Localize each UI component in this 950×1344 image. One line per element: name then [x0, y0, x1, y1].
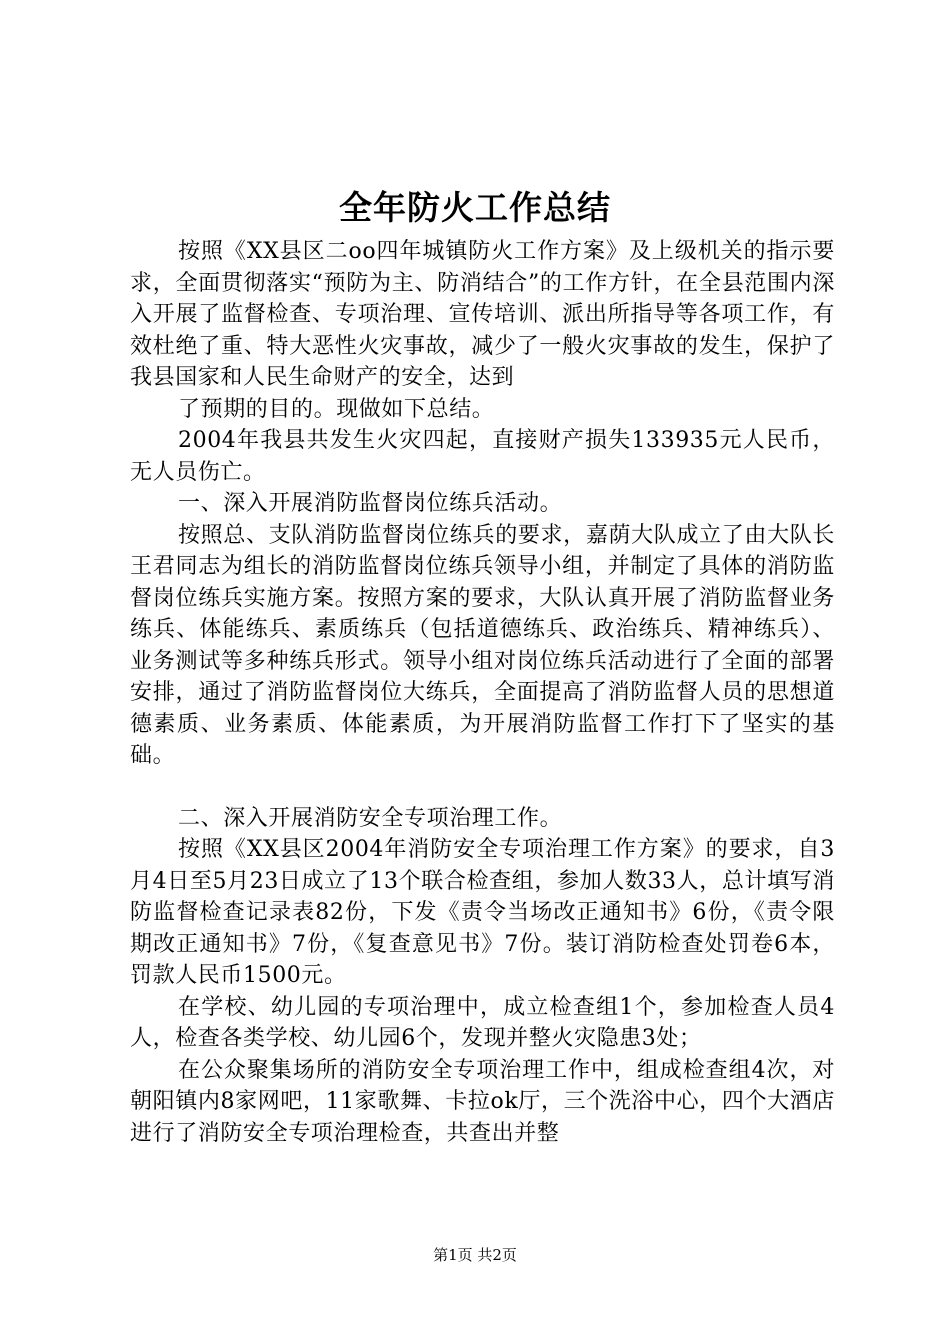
- paragraph-public-venues: 在公众聚集场所的消防安全专项治理工作中，组成检查组4次，对朝阳镇内8家网吧，11家歌舞、卡拉ok厅，三个洗浴中心，四个大酒店进行了消防安全专项治理检查，共查出并整: [130, 1057, 835, 1146]
- section-heading-1: 一、深入开展消防监督岗位练兵活动。: [178, 491, 563, 516]
- document-title: 全年防火工作总结: [339, 188, 611, 227]
- document-body: [130, 236, 835, 1149]
- section-heading-2: 二、深入开展消防安全专项治理工作。: [178, 805, 563, 831]
- paragraph-fire-statistics: 2004年我县共发生火灾四起，直接财产损失133935元人民币，无人员伤亡。: [130, 428, 835, 485]
- page-footer: 第1页 共2页: [433, 1246, 517, 1264]
- paragraph-schools: 在学校、幼儿园的专项治理中，成立检查组1个，参加检查人员4人，检查各类学校、幼儿园6个，发现并整火灾隐患3处；: [130, 994, 835, 1051]
- paragraph-training: 按照总、支队消防监督岗位练兵的要求，嘉荫大队成立了由大队长王君同志为组长的消防监督岗位练兵领导小组，并制定了具体的消防监督岗位练兵实施方案。按照方案的要求，大队认真开展了消防监督业务练兵、体能练兵、素质练兵（包括道德练兵、政治练兵、精神练兵）、业务测试等多种练兵形式。领导小组对岗位练兵活动进行了全面的部署安排，通过了消防监督岗位大练兵，全面提高了消防监督人员的思想道德素质、业务素质、体能素质，为开展消防监督工作打下了坚实的基础。: [130, 522, 835, 768]
- paragraph-intro-continued: 了预期的目的。现做如下总结。: [178, 396, 495, 422]
- paragraph-intro: 按照《XX县区二oo四年城镇防火工作方案》及上级机关的指示要求，全面贯彻落实“预防为主、防消结合”的工作方针，在全县范围内深入开展了监督检查、专项治理、宣传培训、派出所指导等各项工作，有效杜绝了重、特大恶性火灾事故，减少了一般火灾事故的发生，保护了我县国家和人民生命财产的安全，达到: [130, 239, 835, 390]
- paragraph-special-inspection: 按照《XX县区2004年消防安全专项治理工作方案》的要求，自3月4日至5月23日成立了13个联合检查组，参加人数33人，总计填写消防监督检查记录表82份，下发《责令当场改正通知书》6份，《责令限期改正通知书》7份，《复查意见书》7份。装订消防检查处罚卷6本，罚款人民币1500元。: [130, 837, 835, 988]
